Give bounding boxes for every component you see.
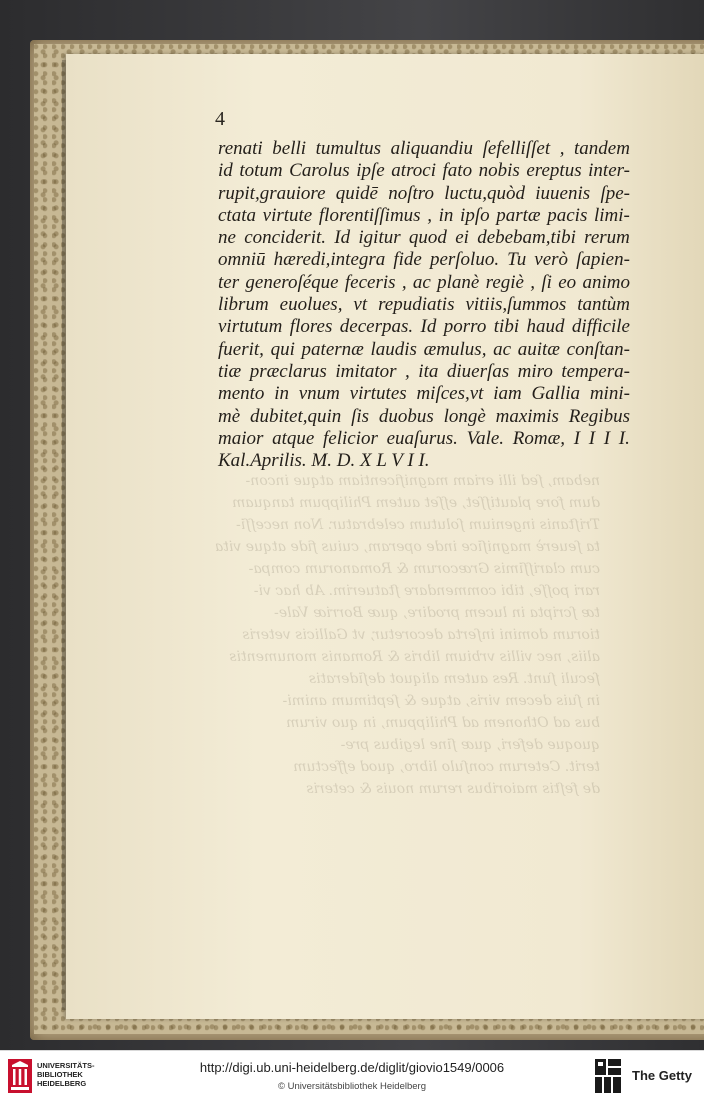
text-line: ne conciderit. Id igitur quod ei debebam,tibi rerum xyxy=(218,227,630,249)
text-line: renati belli tumultus aliquandiu ſefelliſſet , tandem xyxy=(218,138,630,159)
text-line: omniū hæredi,integra fide perſoluo. Tu verò ſapien- xyxy=(218,249,630,271)
show-through-text: nebam, ſed illi eriam magnificentiam atque incon- dum fore plautiſſet, eſſet autem Philippum tanquam Triſtanis ingenium ſolutum celebratur. Non neceſſi- ta ſeuerè magniſice inde operam, cuius fide atque vita cum clariſſimis Græcorum & Romanorum compa- rari poſſe, tibi commendare ſtatuerim. Ab hac vi- tæ ſcripta in lucem prodire, quæ Borriæ Vale- tiorum domini inſerta decoretur, vt Gallicis veteris aliis, nec villis vrbium libris & Romanis monumentis ſeculi ſunt. Res autem aliquot deſideratis in ſuis decem viris, atque & ſeptimum animi- bus ad Othonem ad Philippum, in quo virum quoque deferi, quæ ſine legibus pre- terit. Ceterum conſulo libro, quod effectum de feſtis maioribus rerum nouis & ceteris xyxy=(214,473,600,797)
text-line: virtutum flores decerpas. Id porro tibi haud difficile xyxy=(218,316,630,338)
permalink-url[interactable]: http://digi.ub.uni-heidelberg.de/diglit/giovio1549/0006 xyxy=(199,1060,505,1075)
text-line: ter generoſéque feceris , ac planè regiè , ſi eo animo xyxy=(218,271,630,293)
page-number: 4 xyxy=(215,108,225,130)
getty-logo-icon[interactable] xyxy=(594,1058,622,1094)
text-line: mento in vnum virtutes miſces,vt iam Gallia mini- xyxy=(218,383,630,405)
text-line: mè dubitet,quin ſis duobus longè maximis Regibus xyxy=(218,405,630,427)
partner-name[interactable]: The Getty xyxy=(632,1068,692,1083)
text-line: ctata virtute florentiſſimus , in ipſo partæ pacis limi- xyxy=(218,204,630,226)
footer-bar xyxy=(0,1050,704,1101)
text-line: id totum Carolus ipſe atroci fato nobis ereptus inter- xyxy=(218,160,630,182)
body-text xyxy=(218,138,630,472)
text-line: librum euolues, vt repudiatis vitiis,ſummos tantùm xyxy=(218,294,630,316)
copyright-notice: © Universitätsbibliothek Heidelberg xyxy=(278,1081,426,1092)
institution-line: UNIVERSITÄTS- xyxy=(37,1061,95,1070)
text-line: rupit,grauiore quidē noſtro luctu,quòd iuuenis ſpe- xyxy=(218,182,630,204)
institution-line: HEIDELBERG xyxy=(37,1079,87,1088)
institution-line: BIBLIOTHEK xyxy=(37,1070,83,1079)
text-line: Kal.Aprilis. M. D. X L V I I. xyxy=(218,450,430,472)
text-line: tiæ præclarus imitator , ita diuerſas miro tempera- xyxy=(218,360,630,382)
text-line: fuerit, qui paternæ laudis æmulus, ac auitæ conſtan- xyxy=(218,338,630,360)
text-line: maior atque felicior euaſurus. Vale. Romæ, I I I I. xyxy=(218,427,630,449)
